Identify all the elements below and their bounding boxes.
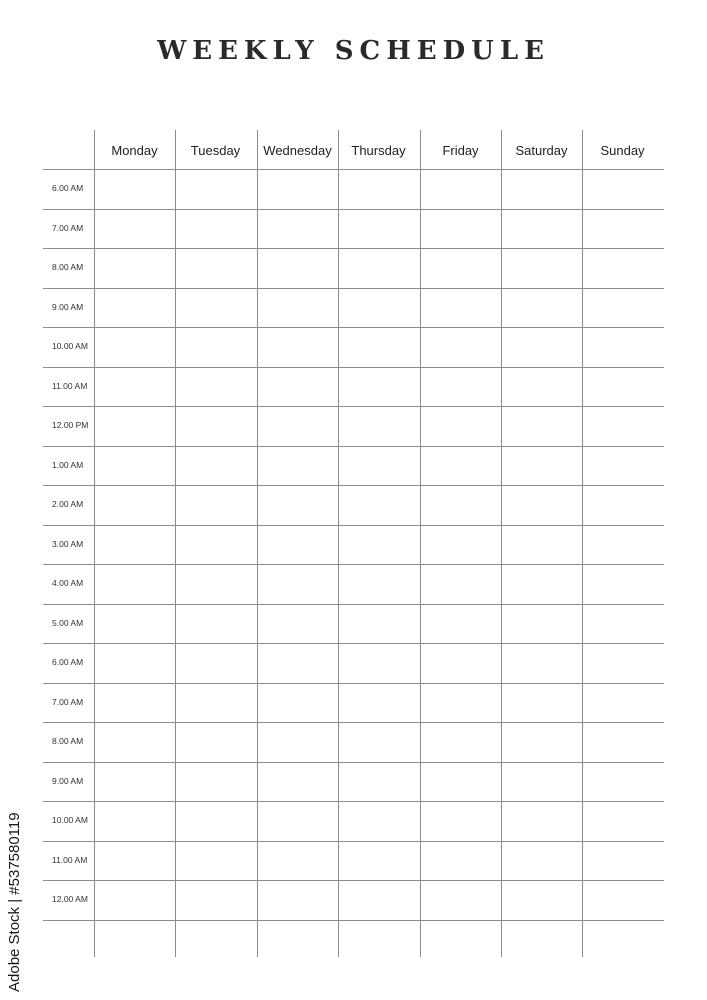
grid-column-line	[257, 130, 258, 957]
grid-column-line	[94, 130, 95, 957]
grid-row-line	[43, 604, 664, 605]
grid-row-line	[43, 406, 664, 407]
day-header-saturday: Saturday	[515, 143, 568, 158]
time-slot-label: 10.00 AM	[52, 815, 88, 825]
grid-column-line	[582, 130, 583, 957]
time-slot-label: 2.00 AM	[52, 499, 84, 509]
day-header-monday: Monday	[111, 143, 158, 158]
time-slot-label: 11.00 AM	[52, 381, 88, 391]
time-slot-label: 8.00 AM	[52, 736, 84, 746]
time-slot-label: 7.00 AM	[52, 697, 84, 707]
grid-column-line	[420, 130, 421, 957]
grid-row-line	[43, 920, 664, 921]
time-slot-label: 9.00 AM	[52, 302, 84, 312]
page-title: WEEKLY SCHEDULE	[157, 36, 550, 66]
grid-row-line	[43, 801, 664, 802]
grid-row-line	[43, 248, 664, 249]
time-slot-label: 1.00 AM	[52, 460, 84, 470]
day-header-tuesday: Tuesday	[190, 143, 241, 158]
grid-column-line	[338, 130, 339, 957]
time-slot-label: 3.00 AM	[52, 539, 84, 549]
time-slot-label: 9.00 AM	[52, 776, 84, 786]
grid-row-line	[43, 169, 664, 170]
time-slot-label: 6.00 AM	[52, 657, 84, 667]
grid-row-line	[43, 564, 664, 565]
grid-row-line	[43, 485, 664, 486]
time-slot-label: 8.00 AM	[52, 262, 84, 272]
grid-row-line	[43, 762, 664, 763]
day-header-wednesday: Wednesday	[263, 143, 332, 158]
grid-row-line	[43, 880, 664, 881]
time-slot-label: 7.00 AM	[52, 223, 84, 233]
grid-row-line	[43, 209, 664, 210]
grid-column-line	[501, 130, 502, 957]
grid-row-line	[43, 525, 664, 526]
time-slot-label: 4.00 AM	[52, 578, 84, 588]
grid-row-line	[43, 288, 664, 289]
grid-row-line	[43, 683, 664, 684]
grid-row-line	[43, 722, 664, 723]
time-slot-label: 12.00 PM	[52, 420, 89, 430]
grid-row-line	[43, 841, 664, 842]
time-slot-label: 11.00 AM	[52, 855, 88, 865]
time-slot-label: 6.00 AM	[52, 183, 84, 193]
day-header-sunday: Sunday	[600, 143, 645, 158]
grid-column-line	[175, 130, 176, 957]
grid-row-line	[43, 367, 664, 368]
time-slot-label: 5.00 AM	[52, 618, 84, 628]
day-header-thursday: Thursday	[351, 143, 406, 158]
time-slot-label: 12.00 AM	[52, 894, 88, 904]
grid-row-line	[43, 643, 664, 644]
grid-row-line	[43, 446, 664, 447]
day-header-friday: Friday	[442, 143, 479, 158]
time-slot-label: 10.00 AM	[52, 341, 88, 351]
grid-row-line	[43, 327, 664, 328]
stock-watermark-label: Adobe Stock | #537580119	[6, 812, 23, 992]
